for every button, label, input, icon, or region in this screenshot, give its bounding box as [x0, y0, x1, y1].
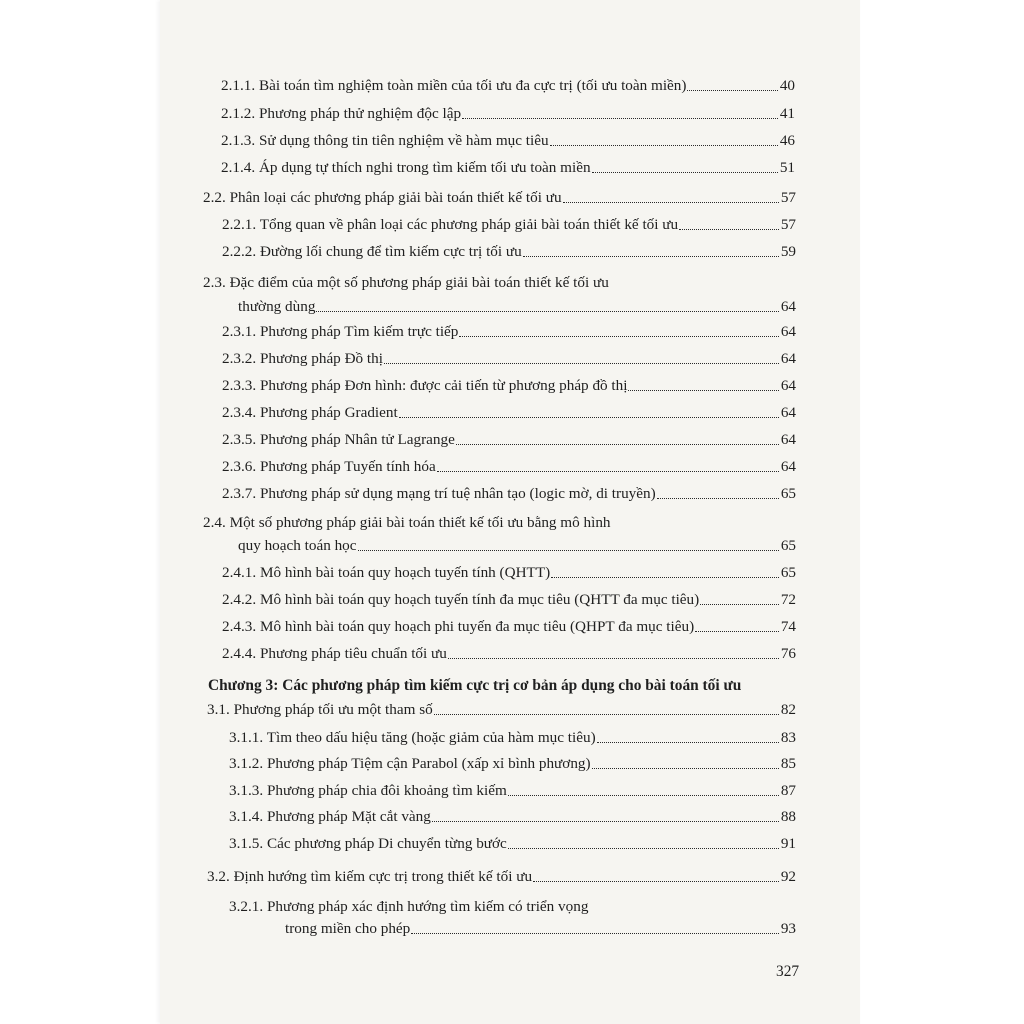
toc-leader-dots [399, 416, 779, 418]
toc-entry-title: 3.1.2. Phương pháp Tiệm cận Parabol (xấp xỉ bình phương) [229, 755, 591, 772]
toc-entry-title: 3.2. Định hướng tìm kiếm cực trị trong thiết kế tối ưu [207, 868, 533, 885]
toc-entry-title-line1: 3.2.1. Phương pháp xác định hướng tìm kiếm có triển vọng [229, 898, 589, 915]
toc-leader-dots [523, 255, 779, 257]
toc-entry-page: 64 [780, 404, 796, 421]
toc-entry [229, 834, 796, 854]
toc-entry [238, 536, 796, 556]
toc-entry-page: 64 [780, 298, 796, 315]
toc-entry [222, 590, 796, 610]
toc-entry-title: 2.1.3. Sử dụng thông tin tiên nghiệm về hàm mục tiêu [221, 132, 549, 149]
toc-leader-dots [456, 443, 779, 445]
toc-entry-title: 3.1. Phương pháp tối ưu một tham số [207, 701, 433, 718]
toc-entry-page: 57 [780, 216, 796, 233]
toc-leader-dots [437, 470, 779, 472]
toc-entry-page: 83 [780, 729, 796, 746]
toc-entry [222, 644, 796, 664]
toc-leader-dots [459, 335, 778, 337]
book-page [160, 0, 860, 1024]
toc-entry-title: 2.4.4. Phương pháp tiêu chuẩn tối ưu [222, 645, 447, 662]
toc-leader-dots [508, 847, 779, 849]
toc-entry-title: 2.1.1. Bài toán tìm nghiệm toàn miền của tối ưu đa cực trị (tối ưu toàn miền) [221, 77, 687, 94]
toc-entry-title: 2.4.3. Mô hình bài toán quy hoạch phi tuyến đa mục tiêu (QHPT đa mục tiêu) [222, 618, 695, 635]
toc-entry [222, 484, 796, 504]
toc-entry-title-line2: thường dùng [238, 298, 316, 315]
table-of-contents [160, 0, 860, 1024]
toc-entry-title-line1: 2.3. Đặc điểm của một số phương pháp giải bài toán thiết kế tối ưu [203, 274, 609, 291]
toc-entry [229, 728, 796, 748]
toc-entry-page: 88 [780, 808, 796, 825]
toc-entry-title: 3.1.3. Phương pháp chia đôi khoảng tìm kiếm [229, 782, 507, 799]
toc-leader-dots [508, 794, 779, 796]
toc-entry-title: 3.1.5. Các phương pháp Di chuyển từng bước [229, 835, 507, 852]
toc-entry-title: 2.1.4. Áp dụng tự thích nghi trong tìm kiếm tối ưu toàn miền [221, 159, 591, 176]
toc-entry [222, 563, 796, 583]
toc-entry [203, 188, 796, 208]
toc-entry-page: 64 [780, 350, 796, 367]
toc-leader-dots [687, 89, 777, 91]
toc-leader-dots [597, 741, 779, 743]
toc-leader-dots [657, 497, 779, 499]
toc-entry [222, 617, 796, 637]
toc-entry-page: 46 [779, 132, 795, 149]
toc-entry-title: 2.3.4. Phương pháp Gradient [222, 404, 398, 421]
toc-leader-dots [462, 117, 778, 119]
toc-leader-dots [316, 310, 778, 312]
toc-entry-page: 59 [780, 243, 796, 260]
toc-entry-title: 2.3.5. Phương pháp Nhân tử Lagrange [222, 431, 455, 448]
toc-entry [229, 807, 796, 827]
toc-entry-title: 2.3.1. Phương pháp Tìm kiếm trực tiếp [222, 323, 459, 340]
toc-leader-dots [628, 389, 778, 391]
toc-entry-title: 2.3.6. Phương pháp Tuyến tính hóa [222, 458, 436, 475]
toc-leader-dots [448, 657, 779, 659]
toc-entry-title: 3.1.4. Phương pháp Mặt cắt vàng [229, 808, 431, 825]
toc-entry [222, 215, 796, 235]
toc-leader-dots [592, 171, 778, 173]
toc-entry-page: 92 [780, 868, 796, 885]
toc-entry-page: 85 [780, 755, 796, 772]
toc-entry-page: 74 [780, 618, 796, 635]
toc-entry-title: 2.2. Phân loại các phương pháp giải bài toán thiết kế tối ưu [203, 189, 562, 206]
toc-entry [238, 297, 796, 317]
toc-leader-dots [411, 932, 779, 934]
toc-entry-title: 2.3.7. Phương pháp sử dụng mạng trí tuệ nhân tạo (logic mờ, di truyền) [222, 485, 656, 502]
toc-leader-dots [592, 767, 779, 769]
toc-leader-dots [358, 549, 779, 551]
toc-entry-page: 51 [779, 159, 795, 176]
toc-entry-title: 2.1.2. Phương pháp thử nghiệm độc lập [221, 105, 462, 122]
toc-entry [229, 781, 796, 801]
page-number: 327 [776, 963, 800, 980]
toc-entry-title-line2: trong miền cho phép [285, 920, 411, 937]
toc-leader-dots [695, 630, 779, 632]
toc-entry-title: 2.4.2. Mô hình bài toán quy hoạch tuyến tính đa mục tiêu (QHTT đa mục tiêu) [222, 591, 700, 608]
toc-entry [222, 322, 796, 342]
toc-entry-page: 64 [780, 431, 796, 448]
toc-entry-title: 3.1.1. Tìm theo dấu hiệu tăng (hoặc giảm của hàm mục tiêu) [229, 729, 596, 746]
toc-leader-dots [563, 201, 779, 203]
toc-entry-title: 2.2.2. Đường lối chung để tìm kiếm cực trị tối ưu [222, 243, 522, 260]
toc-entry [222, 457, 796, 477]
toc-leader-dots [551, 576, 779, 578]
toc-entry-title-line2: quy hoạch toán học [238, 537, 357, 554]
toc-entry-page: 65 [780, 537, 796, 554]
toc-leader-dots [434, 713, 779, 715]
toc-entry-page: 41 [779, 105, 795, 122]
toc-entry [221, 104, 795, 124]
toc-entry [221, 158, 795, 178]
toc-leader-dots [700, 603, 779, 605]
toc-entry-title: 2.4.1. Mô hình bài toán quy hoạch tuyến tính (QHTT) [222, 564, 551, 581]
toc-entry-page: 93 [780, 920, 796, 937]
toc-entry [222, 376, 796, 396]
toc-entry-page: 65 [780, 485, 796, 502]
toc-entry [285, 919, 796, 939]
toc-entry [229, 754, 796, 774]
toc-entry [222, 430, 796, 450]
toc-entry [207, 700, 796, 720]
toc-leader-dots [384, 362, 779, 364]
toc-leader-dots [533, 880, 779, 882]
toc-entry-page: 87 [780, 782, 796, 799]
toc-entry-page: 40 [779, 77, 795, 94]
toc-leader-dots [432, 820, 779, 822]
toc-entry-title-line1: 2.4. Một số phương pháp giải bài toán thiết kế tối ưu bằng mô hình [203, 514, 611, 531]
toc-entry-page: 76 [780, 645, 796, 662]
toc-entry [207, 867, 796, 887]
toc-entry [222, 349, 796, 369]
toc-entry [222, 242, 796, 262]
toc-entry-page: 64 [780, 323, 796, 340]
chapter-heading: Chương 3: Các phương pháp tìm kiếm cực trị cơ bản áp dụng cho bài toán tối ưu [208, 677, 742, 694]
toc-entry-page: 72 [780, 591, 796, 608]
toc-entry [222, 403, 796, 423]
toc-entry-page: 65 [780, 564, 796, 581]
toc-entry [221, 76, 795, 96]
toc-entry-title: 2.3.3. Phương pháp Đơn hình: được cải tiến từ phương pháp đồ thị [222, 377, 628, 394]
toc-leader-dots [679, 228, 779, 230]
toc-entry [221, 131, 795, 151]
toc-leader-dots [550, 144, 778, 146]
toc-entry-page: 64 [780, 377, 796, 394]
toc-entry-page: 82 [780, 701, 796, 718]
toc-entry-page: 57 [780, 189, 796, 206]
toc-entry-title: 2.3.2. Phương pháp Đồ thị [222, 350, 383, 367]
toc-entry-title: 2.2.1. Tổng quan về phân loại các phương pháp giải bài toán thiết kế tối ưu [222, 216, 679, 233]
toc-entry-page: 91 [780, 835, 796, 852]
toc-entry-page: 64 [780, 458, 796, 475]
